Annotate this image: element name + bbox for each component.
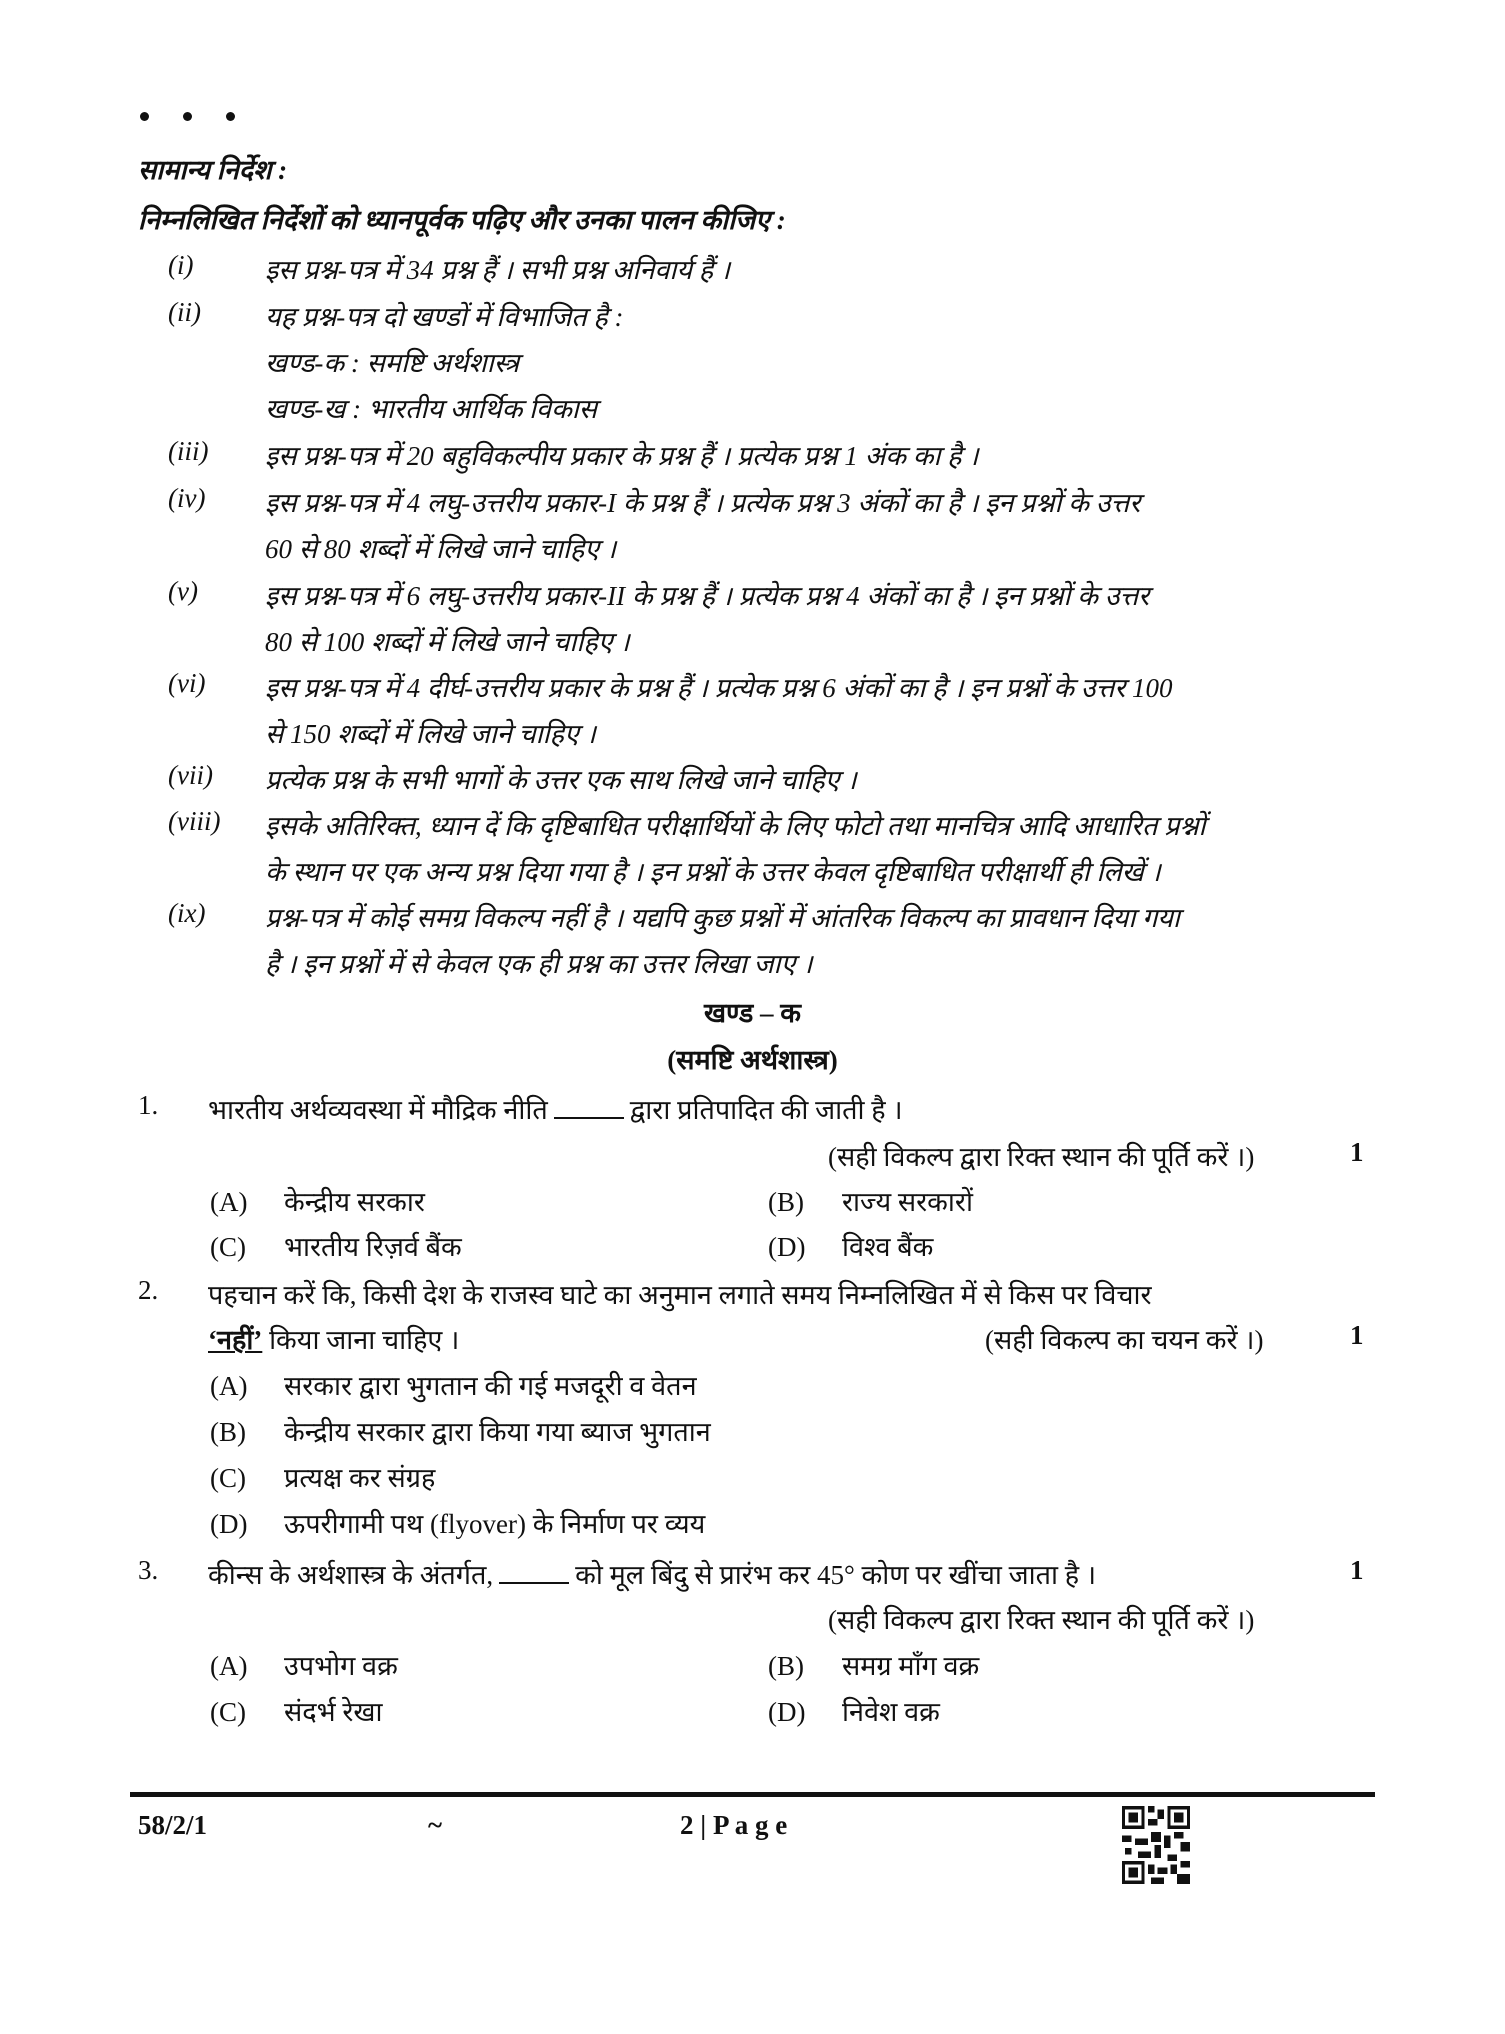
option-b[interactable]	[768, 1646, 979, 1683]
option-a[interactable]	[210, 1366, 697, 1403]
instruction-text: से 150 शब्दों में लिखे जाने चाहिए ।	[265, 719, 596, 749]
instruction-text: इस प्रश्न-पत्र में 4 लघु-उत्तरीय प्रकार-I के प्रश्न हैं । प्रत्येक प्रश्न 3 अंकों का है । इन प्रश्नों के उत्तर	[265, 488, 1141, 518]
instruction-number: (iv)	[168, 483, 206, 513]
instruction-text: है । इन प्रश्नों में से केवल एक ही प्रश्न का उत्तर लिखा जाए ।	[265, 949, 813, 979]
question-marks: 1	[1350, 1137, 1364, 1167]
footer-rule	[130, 1792, 1375, 1797]
question-hint: (सही विकल्प द्वारा रिक्त स्थान की पूर्ति करें ।)	[828, 1605, 1255, 1635]
option-label: (A)	[210, 1187, 248, 1217]
option-label: (C)	[210, 1463, 246, 1493]
option-c[interactable]	[210, 1458, 435, 1495]
bullet-dot	[226, 112, 235, 121]
question-text	[208, 1555, 1096, 1592]
option-text: समग्र माँग वक्र	[842, 1651, 980, 1681]
question-marks: 1	[1350, 1555, 1364, 1585]
option-label: (D)	[768, 1697, 806, 1727]
instruction-number: (vi)	[168, 668, 206, 698]
instruction-text: खण्ड-क : समष्टि अर्थशास्त्र	[265, 348, 520, 378]
instruction-number: (v)	[168, 576, 198, 606]
option-text: केन्द्रीय सरकार	[284, 1187, 425, 1217]
fill-blank	[499, 1562, 569, 1584]
instruction-number: (i)	[168, 250, 194, 280]
paper-code: 58/2/1	[138, 1810, 208, 1840]
bullet-dots	[140, 112, 235, 121]
fill-blank	[554, 1097, 624, 1119]
instruction-text: इसके अतिरिक्त, ध्यान दें कि दृष्टिबाधित परीक्षार्थियों के लिए फोटो तथा मानचित्र आदि आधारित प्रश्नों	[265, 811, 1206, 841]
question-hint: (सही विकल्प द्वारा रिक्त स्थान की पूर्ति करें ।)	[828, 1142, 1255, 1172]
section-title: खण्ड – क	[703, 998, 802, 1028]
question-text-before: भारतीय अर्थव्यवस्था में मौद्रिक नीति	[208, 1095, 548, 1125]
option-text: विश्व बैंक	[842, 1232, 934, 1262]
instruction-text: इस प्रश्न-पत्र में 20 बहुविकल्पीय प्रकार के प्रश्न हैं । प्रत्येक प्रश्न 1 अंक का है ।	[265, 441, 979, 471]
instruction-number: (ix)	[168, 898, 206, 928]
qr-code-icon	[1122, 1806, 1190, 1884]
question-number: 1.	[138, 1090, 159, 1120]
instruction-text: इस प्रश्न-पत्र में 4 दीर्घ-उत्तरीय प्रकार के प्रश्न हैं । प्रत्येक प्रश्न 6 अंकों का है । इन प्रश्नों के उत्तर 100	[265, 673, 1173, 703]
option-c[interactable]	[210, 1227, 462, 1264]
option-label: (A)	[210, 1371, 248, 1401]
emphasis-not: ‘नहीं’	[208, 1325, 263, 1355]
instructions-title: सामान्य निर्देश :	[138, 155, 288, 185]
question-marks: 1	[1350, 1320, 1364, 1350]
question-number: 2.	[138, 1275, 159, 1305]
option-text: प्रत्यक्ष कर संग्रह	[284, 1463, 436, 1493]
option-b[interactable]	[768, 1182, 973, 1219]
option-d[interactable]	[768, 1692, 940, 1729]
option-b[interactable]	[210, 1412, 711, 1449]
question-text-line2	[208, 1320, 459, 1357]
option-text: संदर्भ रेखा	[284, 1697, 383, 1727]
option-a[interactable]	[210, 1646, 398, 1683]
option-text: केन्द्रीय सरकार द्वारा किया गया ब्याज भुगतान	[284, 1417, 711, 1447]
bullet-dot	[140, 112, 149, 121]
option-text: राज्य सरकारों	[842, 1187, 973, 1217]
instruction-text: इस प्रश्न-पत्र में 6 लघु-उत्तरीय प्रकार-II के प्रश्न हैं । प्रत्येक प्रश्न 4 अंकों का है । इन प्रश्नों के उत्तर	[265, 581, 1150, 611]
instruction-text: यह प्रश्न-पत्र दो खण्डों में विभाजित है :	[265, 302, 624, 332]
option-d[interactable]	[210, 1504, 705, 1541]
instruction-text: खण्ड-ख : भारतीय आर्थिक विकास	[265, 394, 598, 424]
instruction-number: (ii)	[168, 297, 201, 327]
instruction-text: प्रत्येक प्रश्न के सभी भागों के उत्तर एक साथ लिखे जाने चाहिए ।	[265, 765, 857, 795]
instruction-number: (viii)	[168, 806, 221, 836]
option-label: (A)	[210, 1651, 248, 1681]
question-text	[208, 1090, 903, 1127]
instruction-text: इस प्रश्न-पत्र में 34 प्रश्न हैं । सभी प्रश्न अनिवार्य हैं ।	[265, 255, 731, 285]
instructions-subtitle: निम्नलिखित निर्देशों को ध्यानपूर्वक पढ़िए और उनका पालन कीजिए :	[138, 205, 786, 235]
question-text: पहचान करें कि, किसी देश के राजस्व घाटे का अनुमान लगाते समय निम्नलिखित में से किस पर विचार	[208, 1280, 1152, 1310]
option-text: उपभोग वक्र	[284, 1651, 398, 1681]
option-text: सरकार द्वारा भुगतान की गई मजदूरी व वेतन	[284, 1371, 697, 1401]
footer-tilde: ~	[428, 1810, 443, 1840]
option-label: (C)	[210, 1697, 246, 1727]
instruction-number: (iii)	[168, 436, 209, 466]
option-label: (D)	[768, 1232, 806, 1262]
option-label: (C)	[210, 1232, 246, 1262]
instruction-text: प्रश्न-पत्र में कोई समग्र विकल्प नहीं है । यद्यपि कुछ प्रश्नों में आंतरिक विकल्प का प्रावधान दिया गया	[265, 903, 1180, 933]
instruction-number: (vii)	[168, 760, 213, 790]
option-a[interactable]	[210, 1182, 425, 1219]
page-number: 2 | P a g e	[680, 1810, 788, 1840]
question-text-before: कीन्स के अर्थशास्त्र के अंतर्गत,	[208, 1560, 494, 1590]
bullet-dot	[183, 112, 192, 121]
instruction-text: 60 से 80 शब्दों में लिखे जाने चाहिए ।	[265, 534, 617, 564]
option-text: निवेश वक्र	[842, 1697, 940, 1727]
instruction-text: 80 से 100 शब्दों में लिखे जाने चाहिए ।	[265, 627, 630, 657]
option-label: (B)	[768, 1187, 804, 1217]
question-text-after: द्वारा प्रतिपादित की जाती है ।	[629, 1095, 903, 1125]
question-text-after: किया जाना चाहिए ।	[269, 1325, 460, 1355]
option-d[interactable]	[768, 1227, 933, 1264]
instruction-text: के स्थान पर एक अन्य प्रश्न दिया गया है । इन प्रश्नों के उत्तर केवल दृष्टिबाधित परीक्षार्थी ही लिखें ।	[265, 857, 1161, 887]
option-text: ऊपरीगामी पथ (flyover) के निर्माण पर व्यय	[284, 1509, 706, 1539]
option-label: (B)	[768, 1651, 804, 1681]
question-number: 3.	[138, 1555, 159, 1585]
option-c[interactable]	[210, 1692, 382, 1729]
option-label: (B)	[210, 1417, 246, 1447]
question-hint: (सही विकल्प का चयन करें ।)	[985, 1325, 1264, 1355]
section-subtitle: (समष्टि अर्थशास्त्र)	[667, 1045, 838, 1075]
question-text-after: को मूल बिंदु से प्रारंभ कर 45° कोण पर खींचा जाता है ।	[575, 1560, 1097, 1590]
option-label: (D)	[210, 1509, 248, 1539]
option-text: भारतीय रिज़र्व बैंक	[284, 1232, 462, 1262]
